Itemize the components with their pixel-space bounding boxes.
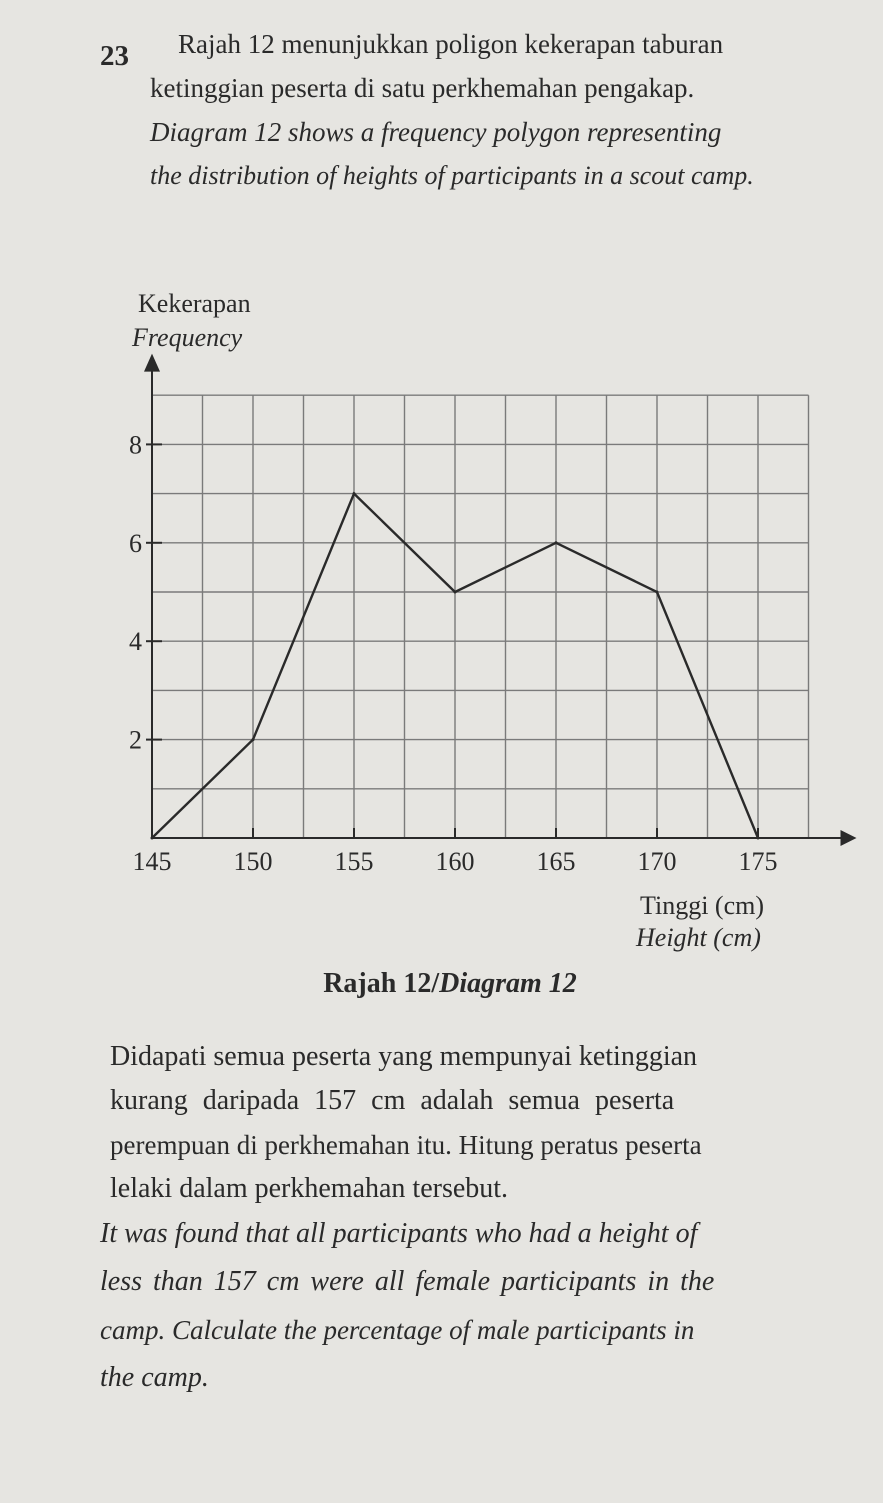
instruction-malay-line: lelaki dalam perkhemahan tersebut. bbox=[110, 1173, 509, 1204]
instruction-malay-line: perempuan di perkhemahan itu. Hitung peratus peserta bbox=[110, 1130, 702, 1160]
y-axis-title-malay: Kekerapan bbox=[138, 289, 251, 318]
caption-malay: Rajah 12/ bbox=[323, 968, 440, 999]
x-tick-label: 155 bbox=[334, 847, 374, 876]
data-point bbox=[252, 738, 255, 741]
caption-english: Diagram 12 bbox=[439, 968, 577, 999]
y-tick-label: 2 bbox=[129, 725, 142, 755]
question-english-line: Diagram 12 shows a frequency polygon representing bbox=[150, 117, 722, 147]
question-malay-line: ketinggian peserta di satu perkhemahan pengakap. bbox=[150, 73, 695, 103]
instruction-malay-line: Didapati semua peserta yang mempunyai ketinggian bbox=[110, 1041, 698, 1072]
y-tick-label: 4 bbox=[129, 627, 142, 657]
instruction-english-line: less than 157 cm were all female participants in the bbox=[100, 1266, 715, 1297]
x-tick-label: 145 bbox=[132, 847, 172, 876]
instruction-english-line: camp. Calculate the percentage of male participants in bbox=[100, 1315, 695, 1345]
data-point bbox=[757, 837, 760, 840]
y-tick-label: 6 bbox=[129, 528, 142, 558]
y-axis-title-english: Frequency bbox=[132, 323, 243, 352]
question-english-line: the distribution of heights of participants in a scout camp. bbox=[150, 161, 754, 190]
chart-ticks bbox=[129, 430, 778, 876]
question-malay-line: Rajah 12 menunjukkan poligon kekerapan taburan bbox=[178, 29, 724, 59]
instruction-english-line: the camp. bbox=[100, 1362, 209, 1393]
x-tick-label: 160 bbox=[435, 847, 475, 876]
instruction-malay-line: kurang daripada 157 cm adalah semua peserta bbox=[110, 1085, 675, 1116]
instruction-english-line: It was found that all participants who had a height of bbox=[100, 1218, 698, 1249]
data-point bbox=[151, 837, 154, 840]
x-axis-title-malay: Tinggi (cm) bbox=[640, 891, 764, 920]
x-tick-label: 150 bbox=[233, 847, 273, 876]
x-tick-label: 165 bbox=[536, 847, 576, 876]
x-axis-title-english: Height (cm) bbox=[636, 923, 761, 952]
instruction-english bbox=[100, 1210, 855, 1402]
data-point bbox=[656, 591, 659, 594]
data-point bbox=[454, 591, 457, 594]
question-number: 23 bbox=[100, 40, 129, 72]
data-point bbox=[353, 492, 356, 495]
chart-axes bbox=[144, 354, 857, 846]
data-point bbox=[555, 541, 558, 544]
x-tick-label: 175 bbox=[738, 847, 778, 876]
instruction-malay bbox=[110, 1035, 855, 1211]
y-tick-label: 8 bbox=[129, 430, 142, 460]
x-axis-arrow bbox=[841, 830, 857, 846]
chart-grid bbox=[152, 395, 809, 838]
x-tick-label: 170 bbox=[637, 847, 677, 876]
diagram-caption bbox=[150, 968, 750, 1000]
y-axis-arrow bbox=[144, 354, 160, 372]
